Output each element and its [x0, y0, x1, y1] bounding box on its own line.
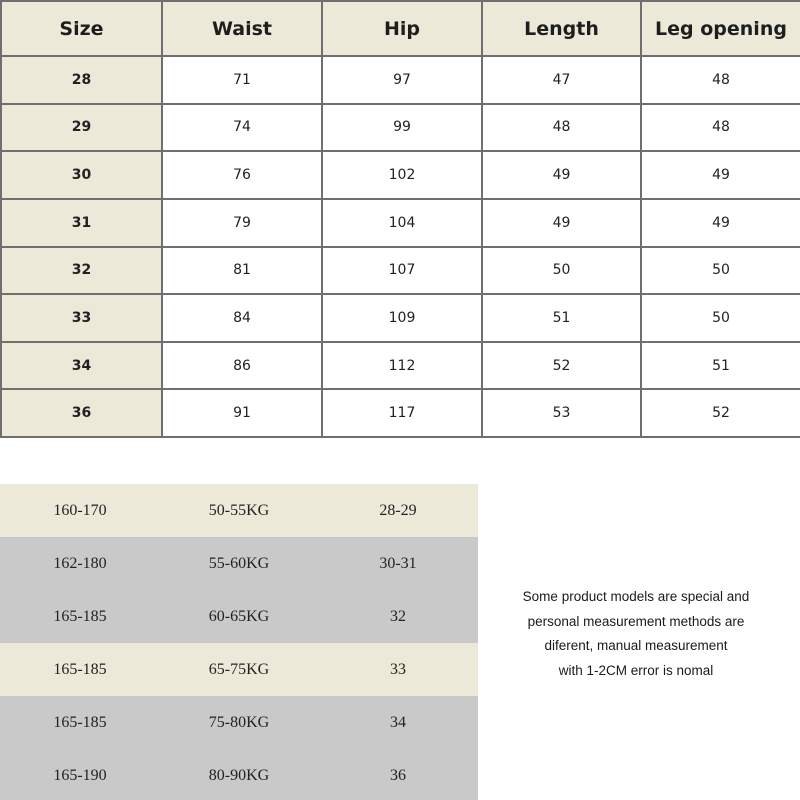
height-range: 162-180: [53, 554, 107, 572]
size-cell: 28: [1, 56, 162, 104]
weight-range: 65-75KG: [208, 660, 270, 678]
length-cell: 47: [482, 56, 641, 104]
length-cell: 49: [482, 151, 641, 199]
table-row: [1, 247, 800, 295]
note-line: Some product models are special and: [522, 589, 750, 604]
weight-range: 50-55KG: [208, 501, 270, 519]
waist-cell: 86: [162, 342, 322, 390]
hip-cell: 104: [322, 199, 482, 247]
weight-range: 60-65KG: [208, 607, 270, 625]
length-cell: 53: [482, 389, 641, 437]
size-chart-header-row: [1, 1, 800, 56]
waist-cell: 71: [162, 56, 322, 104]
leg-opening-cell: 49: [641, 151, 800, 199]
size-cell: 33: [1, 294, 162, 342]
size-cell: 30: [1, 151, 162, 199]
table-row: [1, 104, 800, 152]
leg-opening-cell: 52: [641, 389, 800, 437]
length-cell: 51: [482, 294, 641, 342]
height-range: 165-185: [53, 713, 107, 731]
height-range: 165-185: [53, 607, 107, 625]
hip-cell: 102: [322, 151, 482, 199]
table-row: [1, 151, 800, 199]
header-leg-opening: Leg opening: [641, 1, 800, 56]
note-line: with 1-2CM error is nomal: [558, 662, 714, 678]
size-cell: 36: [1, 389, 162, 437]
leg-opening-cell: 50: [641, 294, 800, 342]
waist-cell: 76: [162, 151, 322, 199]
measurement-note: [496, 585, 776, 683]
hip-cell: 99: [322, 104, 482, 152]
length-cell: 49: [482, 199, 641, 247]
weight-range: 55-60KG: [208, 554, 270, 572]
leg-opening-cell: 51: [641, 342, 800, 390]
waist-cell: 91: [162, 389, 322, 437]
table-row: [1, 389, 800, 437]
length-cell: 52: [482, 342, 641, 390]
waist-cell: 84: [162, 294, 322, 342]
hip-cell: 117: [322, 389, 482, 437]
note-line: personal measurement methods are: [527, 613, 745, 629]
recommended-size: 32: [390, 607, 406, 625]
height-range: 165-190: [53, 766, 107, 784]
height-range: 160-170: [53, 501, 107, 519]
table-row: [1, 342, 800, 390]
recommended-size: 36: [390, 766, 406, 784]
fit-guide-row: [0, 696, 478, 749]
fit-guide-row: [0, 590, 478, 643]
hip-cell: 112: [322, 342, 482, 390]
height-range: 165-185: [53, 660, 107, 678]
header-size: Size: [1, 1, 162, 56]
size-cell: 32: [1, 247, 162, 295]
size-cell: 29: [1, 104, 162, 152]
size-cell: 31: [1, 199, 162, 247]
size-cell: 34: [1, 342, 162, 390]
hip-cell: 97: [322, 56, 482, 104]
fit-guide-row: [0, 537, 478, 590]
length-cell: 48: [482, 104, 641, 152]
weight-range: 80-90KG: [208, 766, 270, 784]
fit-guide-table: [0, 484, 478, 800]
waist-cell: 81: [162, 247, 322, 295]
leg-opening-cell: 48: [641, 104, 800, 152]
waist-cell: 74: [162, 104, 322, 152]
hip-cell: 107: [322, 247, 482, 295]
table-row: [1, 56, 800, 104]
table-row: [1, 199, 800, 247]
fit-guide-row: [0, 643, 478, 696]
leg-opening-cell: 50: [641, 247, 800, 295]
waist-cell: 79: [162, 199, 322, 247]
length-cell: 50: [482, 247, 641, 295]
table-row: [1, 294, 800, 342]
recommended-size: 28-29: [379, 501, 417, 519]
weight-range: 75-80KG: [208, 713, 270, 731]
hip-cell: 109: [322, 294, 482, 342]
leg-opening-cell: 48: [641, 56, 800, 104]
recommended-size: 33: [390, 660, 406, 678]
header-hip: Hip: [322, 1, 482, 56]
header-waist: Waist: [162, 1, 322, 56]
recommended-size: 34: [390, 713, 406, 731]
fit-guide-row: [0, 749, 478, 800]
header-length: Length: [482, 1, 641, 56]
fit-guide-row: [0, 484, 478, 537]
recommended-size: 30-31: [379, 554, 417, 572]
note-line: diferent, manual measurement: [544, 638, 728, 653]
leg-opening-cell: 49: [641, 199, 800, 247]
